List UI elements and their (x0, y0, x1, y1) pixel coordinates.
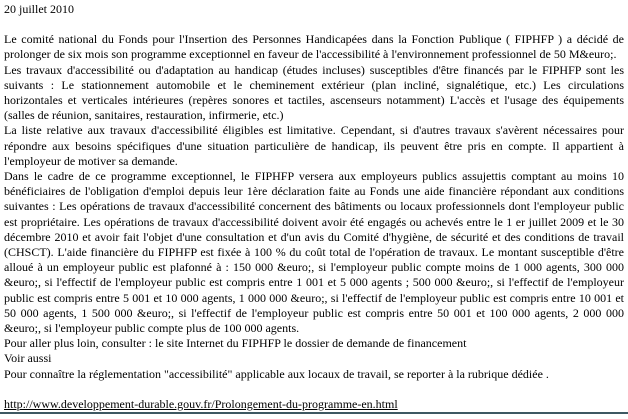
source-url-link[interactable]: http://www.developpement-durable.gouv.fr/Prolongement-du-programme-en.html (4, 396, 398, 411)
body-paragraph: La liste relative aux travaux d'accessibilité éligibles est limitative. Cependant, si d'autres travaux s'avèrent nécessaires pour répondre aux besoins spécifiques d'une situation particulière de handicap, ils peuvent être pris en compte. Il appartient à l'employeur de motiver sa demande. (4, 123, 624, 168)
bottom-divider (0, 412, 628, 414)
regulation-line: Pour connaître la réglementation "accessibilité" applicable aux locaux de travail, se reporter à la rubrique dédiée . (4, 366, 549, 381)
document-date: 20 juillet 2010 (4, 2, 74, 16)
body-paragraph: Dans le cadre de ce programme exceptionnel, le FIPHFP versera aux employeurs publics assujettis comptant au moins 10 bénéficiaires de l'obligation d'emploi depuis leur 1ère déclaration faite au Fonds une aide financière répondant aux conditions suivantes : Les opérations de travaux d'accessibilité concernent des bâtiments ou locaux professionnels dont l'employeur public est propriétaire. Les opérations de travaux d'accessibilité doivent avoir été engagés ou achevés entre le 1 er juillet 2009 et le 30 décembre 2010 et avoir fait l'objet d'une consultation et d'un avis du Comité d'hygiène, de sécurité et des conditions de travail (CHSCT). L'aide financière du FIPHFP est fixée à 100 % du coût total de l'opération de travaux. Le montant susceptible d'être alloué à un employeur public est plafonné à : 150 000 &euro;, si l'employeur public compte moins de 1 000 agents, 300 000 &euro;, si l'effectif de l'employeur public est compris entre 1 001 et 5 000 agents ; 500 000 &euro;, si l'effectif de l'employeur public est compris entre 5 001 et 10 000 agents, 1 000 000 &euro;, si l'effectif de l'employeur public est compris entre 10 001 et 50 000 agents, 1 500 000 &euro;, si l'effectif de l'employeur public est compris entre 50 001 et 100 000 agents, 2 000 000 &euro;, si l'employeur public compte plus de 100 000 agents. (4, 169, 624, 336)
body-paragraph: Les travaux d'accessibilité ou d'adaptation au handicap (études incluses) susceptibles d'être financés par le FIPHFP sont les suivants : Le stationnement automobile et le cheminement extérieur (plan incliné, signalétique, etc.) Les circulations horizontales et verticales intérieures (repères sonores et tactiles, ascenseurs notamment) L'accès et l'usage des équipements (salles de réunion, sanitaires, restauration, infirmerie, etc.) (4, 62, 624, 123)
see-more-line: Pour aller plus loin, consulter : le site Internet du FIPHFP le dossier de demande de financement (4, 336, 467, 351)
url-line (4, 397, 624, 412)
body-paragraph: Le comité national du Fonds pour l'Insertion des Personnes Handicapées dans la Fonction Publique ( FIPHFP ) a décidé de prolonger de six mois son programme exceptionnel en faveur de l'accessibilité à l'environnement professionnel de 50 M&euro;. (4, 32, 624, 62)
see-also-line: Voir aussi (4, 351, 52, 366)
